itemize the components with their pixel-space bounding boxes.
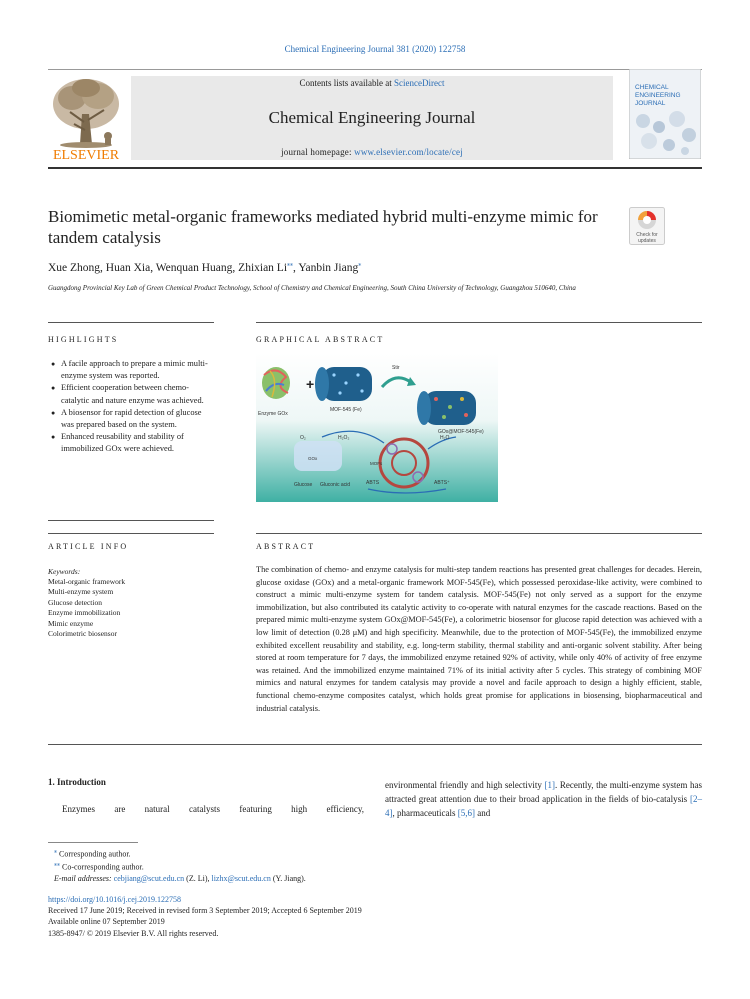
journal-homepage-line <box>131 147 613 157</box>
graphical-abstract-figure[interactable] <box>256 353 498 502</box>
ga-label-h2o2: H₂O₂ <box>338 435 350 441</box>
authors-main: Xue Zhong, Huan Xia, Wenquan Huang, Zhixian Li <box>48 261 288 274</box>
co-corresponding-mark[interactable]: ⁎⁎ <box>287 262 294 268</box>
keywords-label: Keywords: <box>48 567 81 576</box>
corresponding-mark: ⁎ <box>54 849 57 855</box>
ga-label-product: GOx@MOF-545(Fe) <box>438 429 484 435</box>
footnote-emails <box>48 873 306 884</box>
ga-label-enzyme: Enzyme GOx <box>258 411 288 417</box>
abstract-text: The combination of chemo- and enzyme catalysis for multi-step tandem reactions has presented great challenges for decades. Herein, glucose oxidase (GOx) and a metal-organic framework MOF-545(Fe), which possessed peroxidase-like activity, were combined to construct a mimic multi-enzyme system for tandem catalysis. MOF-545(Fe) not only served as a support for the enzyme immobilization, but also contributed its catalytic activity to co-operate with natural enzymes for the cascade reactions. Based on the prepared mimic multi-enzyme system GOx@MOF-545(Fe), a colorimetric biosensor for glucose rapid detection was achieved with a low limit of detection (0.28 μM) and high specificity. Meanwhile, due to the protection of MOF-545(Fe), the immobilized enzyme exhibited excellent reusability and stability, e.g. long-term stability, thermal stability and anti-organic solvent stability. After being stored at room temperature for 7 days, the immobilized enzyme retained 92% of activity, while only 40% of activity of free enzyme was retained. And the immobilized enzyme maintained 71% of its initial activity after 5 cycles. This strategy of combining MOF mimics and natural enzymes for tandem catalysis may provide a novel and facile approach to design a highly efficient, stable, functional chemo-enzyme composites catalyst, which holds great promise for applications in biosensing, biopharmaceutical and industrial catalysis. <box>256 565 702 713</box>
ga-label-mof: MOF-545 (Fe) <box>330 407 362 413</box>
sciencedirect-link[interactable]: ScienceDirect <box>394 78 445 88</box>
email2-owner: (Y. Jiang). <box>270 874 306 884</box>
keyword-item: Enzyme immobilization <box>48 608 121 618</box>
enzyme-gox-graphic <box>262 367 290 399</box>
received-dates: Received 17 June 2019; Received in revised form 3 September 2019; Accepted 6 September 2019 <box>48 906 362 916</box>
homepage-link[interactable]: www.elsevier.com/locate/cej <box>354 147 463 157</box>
journal-title[interactable]: Chemical Engineering Journal <box>268 108 476 127</box>
cover-line-1: CHEMICAL <box>635 84 669 91</box>
ga-label-stir: Stir <box>392 365 400 371</box>
check-updates-line2: updates <box>638 238 656 244</box>
highlight-item: ● A biosensor for rapid detection of glucose was prepared based on the system. <box>48 407 216 431</box>
ga-label-o2: O₂ <box>300 435 306 441</box>
keyword-item: Metal-organic framework <box>48 577 126 586</box>
bibliographic-info <box>48 894 362 939</box>
email-link[interactable]: cebjiang@scut.edu.cn <box>113 874 185 884</box>
intro-column-1: Enzymes are natural catalysts featuring high efficiency, <box>62 804 364 814</box>
highlights-bottom-rule <box>48 520 214 521</box>
cover-line-2: ENGINEERING <box>635 92 681 99</box>
gox-mof-composite-graphic <box>417 391 476 425</box>
citation-link[interactable]: [1] <box>544 780 556 790</box>
ga-label-mofs: MOFs <box>370 461 383 466</box>
keyword-item: Multi-enzyme system <box>48 587 114 597</box>
ga-label-abts: ABTS <box>366 480 380 486</box>
graphical-abstract-top-rule <box>256 322 702 323</box>
elsevier-tree-logo[interactable] <box>48 74 124 162</box>
article-info-heading: ARTICLE INFO <box>48 542 129 551</box>
journal-cover-thumbnail[interactable] <box>629 69 701 159</box>
plus-icon: + <box>306 376 315 392</box>
mof-rod-graphic <box>315 367 372 401</box>
keyword-item: Colorimetric biosensor <box>48 629 117 639</box>
elsevier-wordmark: ELSEVIER <box>52 148 120 162</box>
highlight-item: ● Efficient cooperation between chemo-catalytic and nature enzyme was achieved. <box>48 382 216 406</box>
keywords-list <box>48 577 125 639</box>
email-label: E-mail addresses: <box>54 874 114 884</box>
co-corresponding-mark: ⁎⁎ <box>54 862 60 869</box>
highlight-item: ● A facile approach to prepare a mimic multi-enzyme system was reported. <box>48 358 216 382</box>
contents-line <box>131 78 613 88</box>
keyword-item: Mimic enzyme <box>48 618 94 628</box>
footnote-corresponding <box>48 847 306 860</box>
abstract-end-rule <box>48 744 702 745</box>
footnote-co-corresponding <box>48 860 306 873</box>
doi-link[interactable]: https://doi.org/10.1016/j.cej.2019.122758 <box>48 895 181 904</box>
homepage-prefix: journal homepage: <box>281 147 355 157</box>
article-title: Biomimetic metal-organic frameworks mediated hybrid multi-enzyme mimic for tandem catalysis <box>48 207 598 247</box>
highlight-item: ● Enhanced reusability and stability of immobilized GOx were achieved. <box>48 431 216 455</box>
contents-prefix: Contents lists available at <box>299 78 394 88</box>
footnote-co-corresponding-text: Co-corresponding author. <box>62 862 144 872</box>
ga-label-gluconic: Gluconic acid <box>320 482 351 488</box>
email1-owner: (Z. Li), <box>184 874 212 884</box>
ga-label-abts-ox: ABTS⁺ <box>434 480 450 486</box>
corresponding-mark[interactable]: ⁎ <box>358 262 362 268</box>
available-online: Available online 07 September 2019 <box>48 917 165 927</box>
cover-line-3: JOURNAL <box>635 100 666 107</box>
footnote-rule <box>48 842 138 843</box>
highlights-heading: HIGHLIGHTS <box>48 335 119 344</box>
footnote-corresponding-text: Corresponding author. <box>59 849 131 859</box>
citation-link[interactable]: [5,6] <box>457 808 475 818</box>
header-top-rule <box>48 69 702 70</box>
check-for-updates-badge[interactable] <box>629 207 665 245</box>
authors-last: , Yanbin Jiang <box>293 261 359 274</box>
highlights-top-rule <box>48 322 214 323</box>
ga-label-glucose: Glucose <box>294 482 313 488</box>
ga-label-h2o: H₂O <box>440 435 450 441</box>
copyright: 1385-8947/ © 2019 Elsevier B.V. All rights reserved. <box>48 928 219 938</box>
section-heading-introduction: 1. Introduction <box>48 777 106 787</box>
intro-text-d: and <box>474 808 491 818</box>
abstract-heading: ABSTRACT <box>256 542 316 551</box>
intro-text-c: , pharmaceuticals <box>392 808 458 818</box>
intro-text-b: . Recently, the multi-enzyme system has attracted great attention due to their broad application in the fields of bio-catalysis <box>385 780 702 804</box>
keyword-item: Glucose detection <box>48 597 102 607</box>
ga-label-gox: GOx <box>308 456 318 461</box>
intro-text-a: environmental friendly and high selectivity <box>385 780 545 790</box>
email-link[interactable]: lizhx@scut.edu.cn <box>211 874 271 884</box>
article-info-top-rule <box>48 533 214 534</box>
graphical-abstract-heading: GRAPHICAL ABSTRACT <box>256 335 385 344</box>
author-list <box>48 261 361 274</box>
header-bottom-rule <box>48 167 702 169</box>
gox-reaction-zone <box>294 441 342 471</box>
check-updates-line1: Check for <box>636 232 658 238</box>
intro-column-2 <box>385 778 702 820</box>
affiliation: Guangdong Provincial Key Lab of Green Chemical Product Technology, School of Chemistry and Chemical Engineering, South China University of Technology, Guangzhou 510640, China <box>48 284 576 292</box>
citation-link[interactable]: [2–4] <box>385 794 702 818</box>
abstract-top-rule <box>256 533 702 534</box>
journal-reference-link[interactable]: Chemical Engineering Journal 381 (2020) 122758 <box>284 44 466 54</box>
footnotes <box>48 847 306 885</box>
highlights-list <box>48 358 216 456</box>
